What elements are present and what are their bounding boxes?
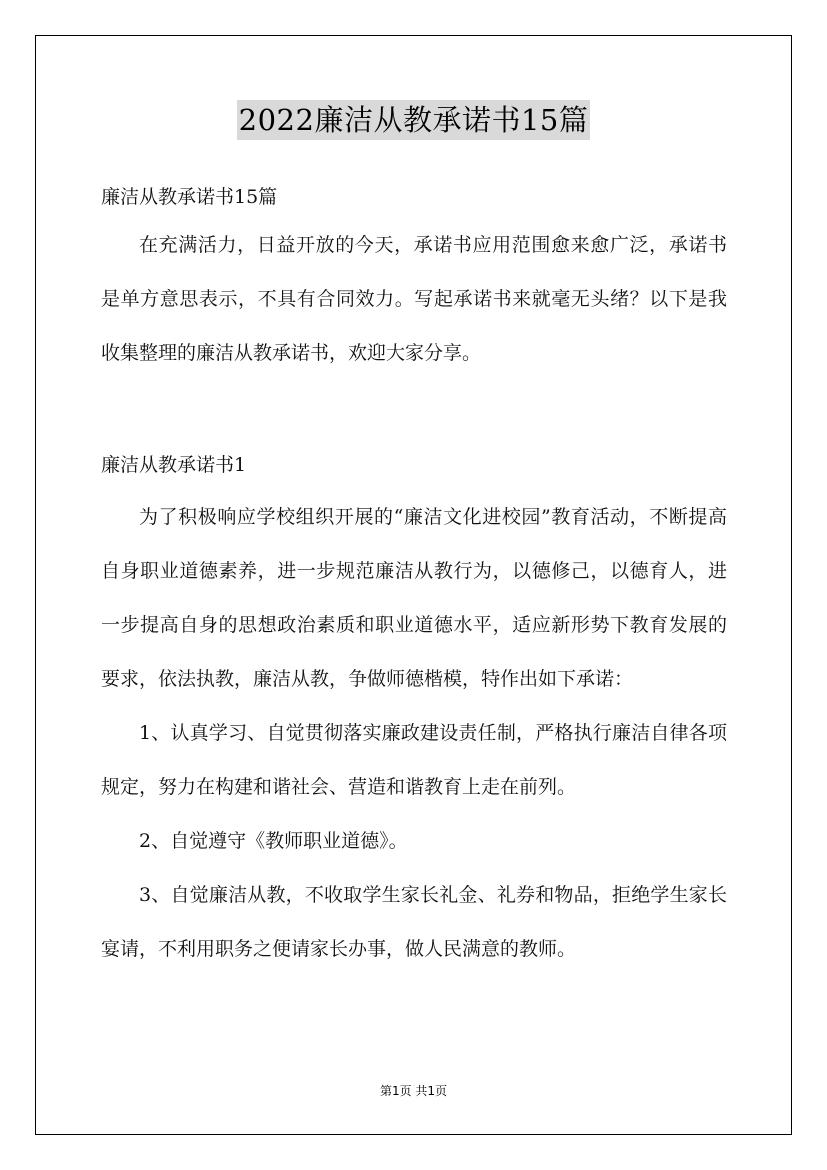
subtitle-text: 廉洁从教承诺书15篇 <box>101 186 278 208</box>
section-title: 廉洁从教承诺书1 <box>101 454 247 476</box>
intro-block <box>101 218 727 380</box>
page-number: 第1页 共1页 <box>379 1084 448 1098</box>
section-heading-block <box>101 438 727 492</box>
document-title: 2022廉洁从教承诺书15篇 <box>237 100 591 140</box>
section-content <box>101 490 727 976</box>
page-footer <box>0 1082 827 1099</box>
title-container <box>0 100 827 140</box>
document-subtitle <box>101 170 727 224</box>
intro-paragraph: 在充满活力，日益开放的今天，承诺书应用范围愈来愈广泛，承诺书是单方意思表示，不具有合同效力。写起承诺书来就毫无头绪？以下是我收集整理的廉洁从教承诺书，欢迎大家分享。 <box>101 234 727 364</box>
paragraph-item-1: 1、认真学习、自觉贯彻落实廉政建设责任制，严格执行廉洁自律各项规定，努力在构建和谐社会、营造和谐教育上走在前列。 <box>101 722 727 798</box>
paragraph-item-3: 3、自觉廉洁从教，不收取学生家长礼金、礼券和物品，拒绝学生家长宴请，不利用职务之便请家长办事，做人民满意的教师。 <box>101 884 727 960</box>
paragraph-item-2: 2、自觉遵守《教师职业道德》。 <box>139 830 408 852</box>
paragraph-preamble: 为了积极响应学校组织开展的“廉洁文化进校园”教育活动，不断提高自身职业道德素养，进一步规范廉洁从教行为，以德修己，以德育人，进一步提高自身的思想政治素质和职业道德水平，适应新形势下教育发展的要求，依法执教，廉洁从教，争做师德楷模，特作出如下承诺： <box>101 506 727 690</box>
